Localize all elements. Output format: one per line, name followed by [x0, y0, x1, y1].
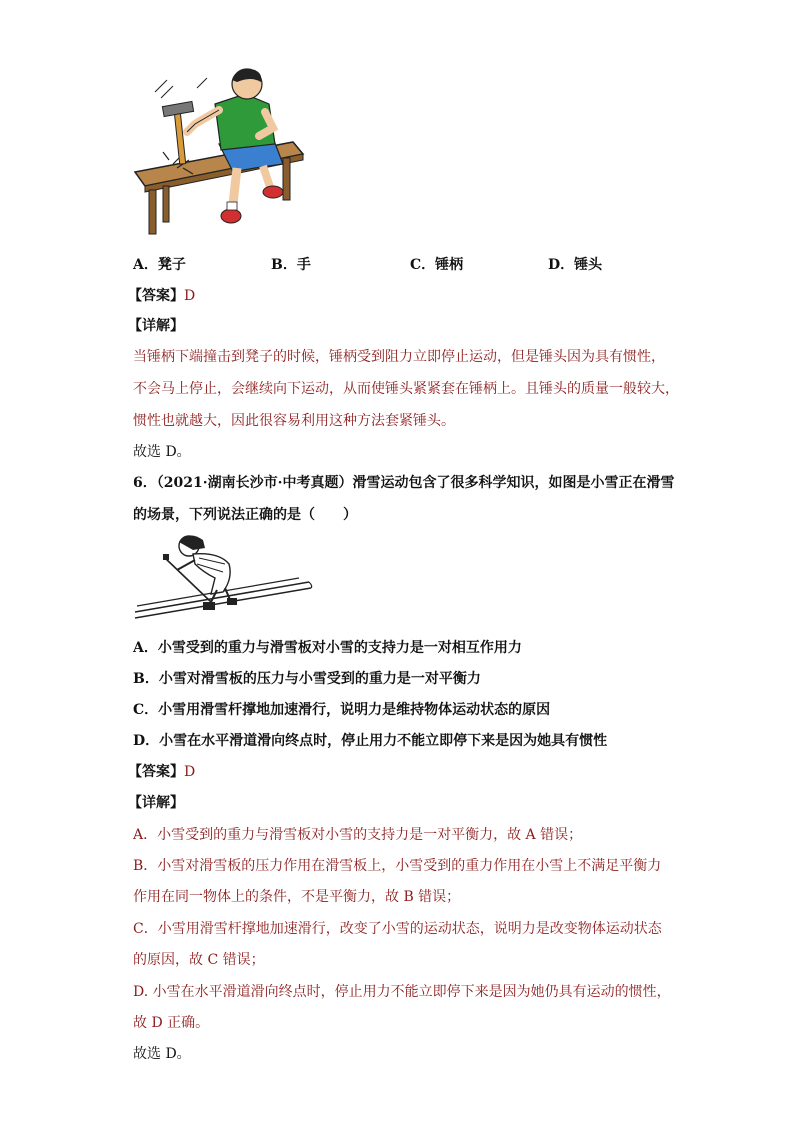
q6-detail-line: 的原因，故 C 错误；: [133, 952, 265, 968]
q5-detail-line: 当锤柄下端撞击到凳子的时候，锤柄受到阻力立即停止运动，但是锤头因为具有惯性，: [133, 349, 665, 365]
answer-value: D: [184, 288, 196, 304]
hammer-bench-illustration: [133, 64, 308, 236]
q6-detail-tag: 【详解】: [128, 795, 184, 811]
q6-option-d[interactable]: D．小雪在水平滑道滑向终点时，停止用力不能立即停下来是因为她具有惯性: [133, 733, 608, 749]
q6-detail-line: C．小雪用滑雪杆撑地加速滑行，改变了小雪的运动状态，说明力是改变物体运动状态: [133, 921, 662, 937]
q5-conclusion: 故选 D。: [133, 444, 191, 460]
q5-option-c[interactable]: C．锤柄: [410, 257, 464, 273]
q5-answer: [128, 286, 195, 306]
q6-option-a[interactable]: A．小雪受到的重力与滑雪板对小雪的支持力是一对相互作用力: [133, 640, 522, 656]
q6-detail-line: B．小雪对滑雪板的压力作用在滑雪板上，小雪受到的重力作用在小雪上不满足平衡力: [133, 858, 662, 874]
skier-illustration: [133, 534, 313, 626]
q6-detail-line: D. 小雪在水平滑道滑向终点时，停止用力不能立即停下来是因为她仍具有运动的惯性，: [133, 984, 671, 1000]
answer-tag: 【答案】: [128, 764, 184, 780]
q6-stem-line: 的场景，下列说法正确的是（ ）: [133, 507, 357, 523]
answer-tag: 【答案】: [128, 288, 184, 304]
q6-option-b[interactable]: B．小雪对滑雪板的压力与小雪受到的重力是一对平衡力: [133, 671, 481, 687]
q5-detail-line: 惯性也就越大，因此很容易利用这种方法套紧锤头。: [133, 413, 455, 429]
q6-detail-line: 作用在同一物体上的条件，不是平衡力，故 B 错误；: [133, 889, 461, 905]
q6-detail-line: A．小雪受到的重力与滑雪板对小雪的支持力是一对平衡力，故 A 错误；: [133, 827, 583, 843]
q6-conclusion: 故选 D。: [133, 1046, 191, 1062]
q5-option-b[interactable]: B．手: [271, 257, 311, 273]
q6-detail-line: 故 D 正确。: [133, 1015, 210, 1031]
q5-detail-tag: 【详解】: [128, 318, 184, 334]
q6-stem-line: 6．（2021·湖南长沙市·中考真题）滑雪运动包含了很多科学知识，如图是小雪正在滑雪: [133, 475, 675, 491]
q6-answer: [128, 762, 195, 782]
q6-option-c[interactable]: C．小雪用滑雪杆撑地加速滑行，说明力是维持物体运动状态的原因: [133, 702, 551, 718]
q5-detail-line: 不会马上停止，会继续向下运动，从而使锤头紧紧套在锤柄上。且锤头的质量一般较大，: [133, 381, 679, 397]
q5-option-a[interactable]: A．凳子: [133, 257, 186, 273]
q5-options: [133, 254, 693, 276]
answer-value: D: [184, 764, 196, 780]
q5-option-d[interactable]: D．锤头: [548, 257, 603, 273]
